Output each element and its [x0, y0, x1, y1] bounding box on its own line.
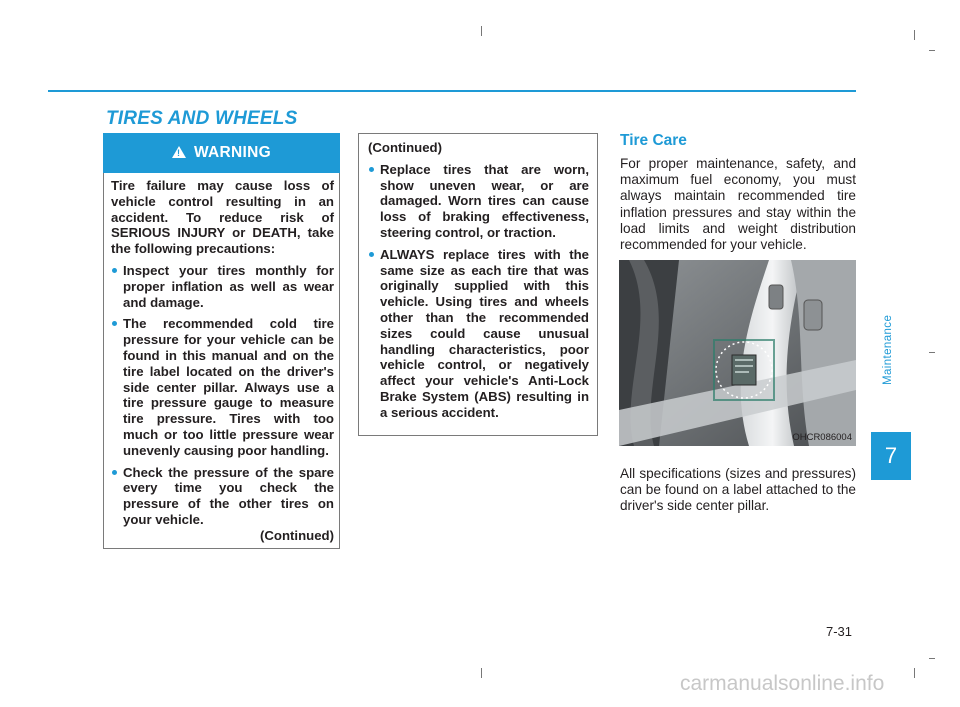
crop-mark [914, 30, 915, 40]
warning-body [111, 178, 334, 544]
bullet-icon [112, 268, 117, 273]
section-title: TIRES AND WHEELS [106, 108, 298, 129]
image-caption: OHCR086004 [792, 432, 852, 443]
continued-warning-box [358, 133, 598, 436]
continued-body [368, 140, 589, 421]
bullet-text: Replace tires that are worn, show uneven wear, or are damaged. Worn tires can cause loss of braking effectiveness, steering control, or traction. [380, 161, 589, 240]
warning-intro: Tire failure may cause loss of vehicle control resulting in an accident. To reduce risk of SERIOUS INJURY or DEATH, take the following precautions: [111, 178, 334, 257]
chapter-side-label: Maintenance [882, 314, 894, 385]
bullet-icon [369, 167, 374, 172]
warning-header [103, 133, 340, 173]
chapter-tab: 7 [871, 432, 911, 480]
crop-mark [929, 352, 935, 353]
continued-bullet [368, 162, 589, 241]
crop-mark [914, 668, 915, 678]
crop-mark [929, 658, 935, 659]
warning-bullet [111, 316, 334, 458]
tire-label-photo [619, 260, 856, 446]
continued-bullet [368, 247, 589, 421]
tire-care-heading: Tire Care [620, 132, 687, 149]
page-number: 7-31 [826, 624, 853, 639]
watermark: carmanualsonline.info [680, 672, 885, 695]
bullet-text: Check the pressure of the spare every time you check the pressure of the other tires on your vehicle. [123, 464, 334, 527]
continued-heading: (Continued) [368, 140, 442, 155]
warning-box [103, 133, 340, 549]
crop-mark [481, 26, 482, 36]
header-rule [48, 90, 856, 92]
warning-bullet [111, 263, 334, 310]
bullet-text: Inspect your tires monthly for proper inflation as well as wear and damage. [123, 262, 334, 310]
warning-bullet [111, 465, 334, 528]
warning-triangle-icon: ! [172, 146, 186, 158]
crop-mark [481, 668, 482, 678]
bullet-text: ALWAYS replace tires with the same size as each tire that was originally supplied with this vehicle. Using tires and wheels other than the recommended sizes could cause unusual handling characteristics, poor vehicle control, or negatively affect your vehicle's Anti-Lock Brake System (ABS) resulting in a serious accident. [380, 246, 589, 420]
tire-care-paragraph: For proper maintenance, safety, and maximum fuel economy, you must always maintain recommended tire inflation pressures and stay within the load limits and weight distribution recommended for your vehicle. [620, 156, 856, 253]
bullet-icon [112, 321, 117, 326]
bullet-icon [112, 470, 117, 475]
warning-list [111, 263, 334, 528]
continued-note: (Continued) [260, 527, 334, 543]
continued-list [368, 162, 589, 421]
door-pillar-illustration [619, 260, 856, 446]
bullet-icon [369, 252, 374, 257]
bullet-text: The recommended cold tire pressure for your vehicle can be found in this manual and on the tire label located on the driver's side center pillar. Always use a tire pressure gauge to measure tire pressure. Tires with too much or too little pressure wear unevenly causing poor handling. [123, 316, 334, 458]
crop-mark [929, 50, 935, 51]
warning-label: WARNING [193, 144, 271, 161]
specifications-paragraph: All specifications (sizes and pressures) can be found on a label attached to the driver's side center pillar. [620, 466, 856, 514]
